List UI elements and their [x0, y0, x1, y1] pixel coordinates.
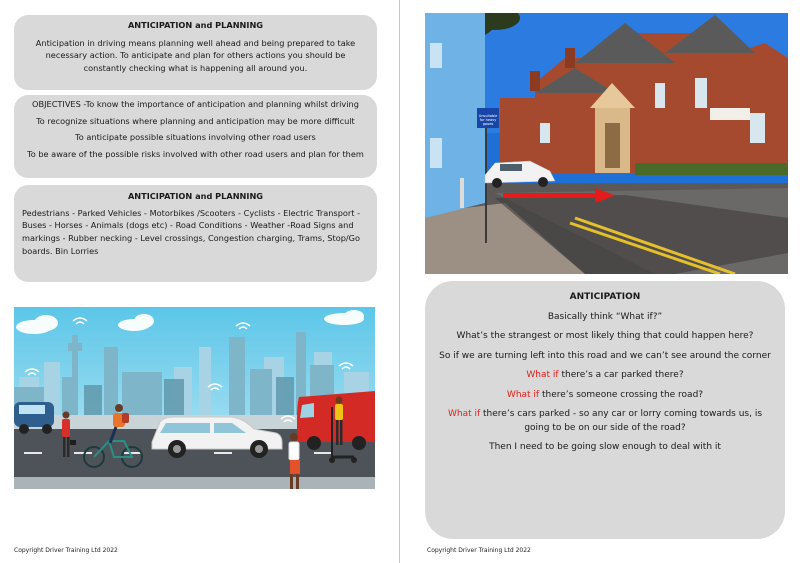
objective-item: OBJECTIVES -To know the importance of anticipation and planning whilst driving: [32, 99, 359, 109]
objective-item: To anticipate possible situations involving other road users: [75, 132, 316, 143]
page-divider: [399, 0, 400, 563]
intro-body: Anticipation in driving means planning well ahead and being prepared to take necessary action. To anticipate and plan for others actions you should be constantly checking what is happening all around you.: [35, 37, 356, 74]
what-if-text: there’s someone crossing the road?: [539, 389, 704, 400]
hazards-list: Pedestrians - Parked Vehicles - Motorbikes /Scooters - Cyclists - Electric Transport - Buses - Horses - Animals (dogs etc) - Road Conditions - Weather -Road Signs and markings - Rubber necking - Level crossings, Congestion charging, Trams, Stop/Go boards. Bin Lorries: [22, 207, 361, 256]
objectives-box: [14, 95, 377, 178]
anticipation-line: Basically think “What if?”: [547, 311, 663, 322]
what-if-question: [437, 389, 773, 403]
what-if-question: [437, 408, 773, 435]
objective-item: To recognize situations where planning and anticipation may be more difficult: [36, 115, 355, 126]
hazards-box: [14, 185, 377, 282]
what-if-highlight: What if: [506, 389, 540, 400]
what-if-highlight: What if: [447, 409, 481, 419]
city-traffic-illustration: [14, 307, 375, 489]
right-page: [403, 0, 800, 563]
copyright-text: Copyright Driver Training Ltd 2022: [14, 547, 118, 554]
what-if-text: there’s a car parked there?: [558, 370, 684, 380]
anticipation-line: What’s the strangest or most likely thing that could happen here?: [456, 331, 754, 341]
objective-item: To be aware of the possible risks involved with other road users and plan for them: [27, 149, 364, 160]
intro-title: ANTICIPATION and PLANNING: [127, 20, 264, 30]
anticipation-box: [425, 281, 785, 539]
anticipation-title: ANTICIPATION: [569, 292, 641, 302]
what-if-highlight: What if: [526, 370, 559, 380]
anticipation-line: So if we are turning left into this road and we can’t see around the corner: [439, 350, 771, 361]
anticipation-conclusion: Then I need to be going slow enough to deal with it: [489, 442, 721, 452]
intro-box: [14, 15, 377, 90]
what-if-text: there’s cars parked - so any car or lorry coming towards us, is going to be on our side of the road?: [480, 409, 763, 433]
left-page: [0, 0, 397, 563]
copyright-text: Copyright Driver Training Ltd 2022: [427, 547, 531, 554]
street-corner-photo: [425, 13, 788, 274]
road-sign-text: Unsuitable for heavy goods: [478, 114, 498, 126]
hazards-title: ANTICIPATION and PLANNING: [127, 191, 264, 201]
what-if-question: [437, 369, 773, 383]
